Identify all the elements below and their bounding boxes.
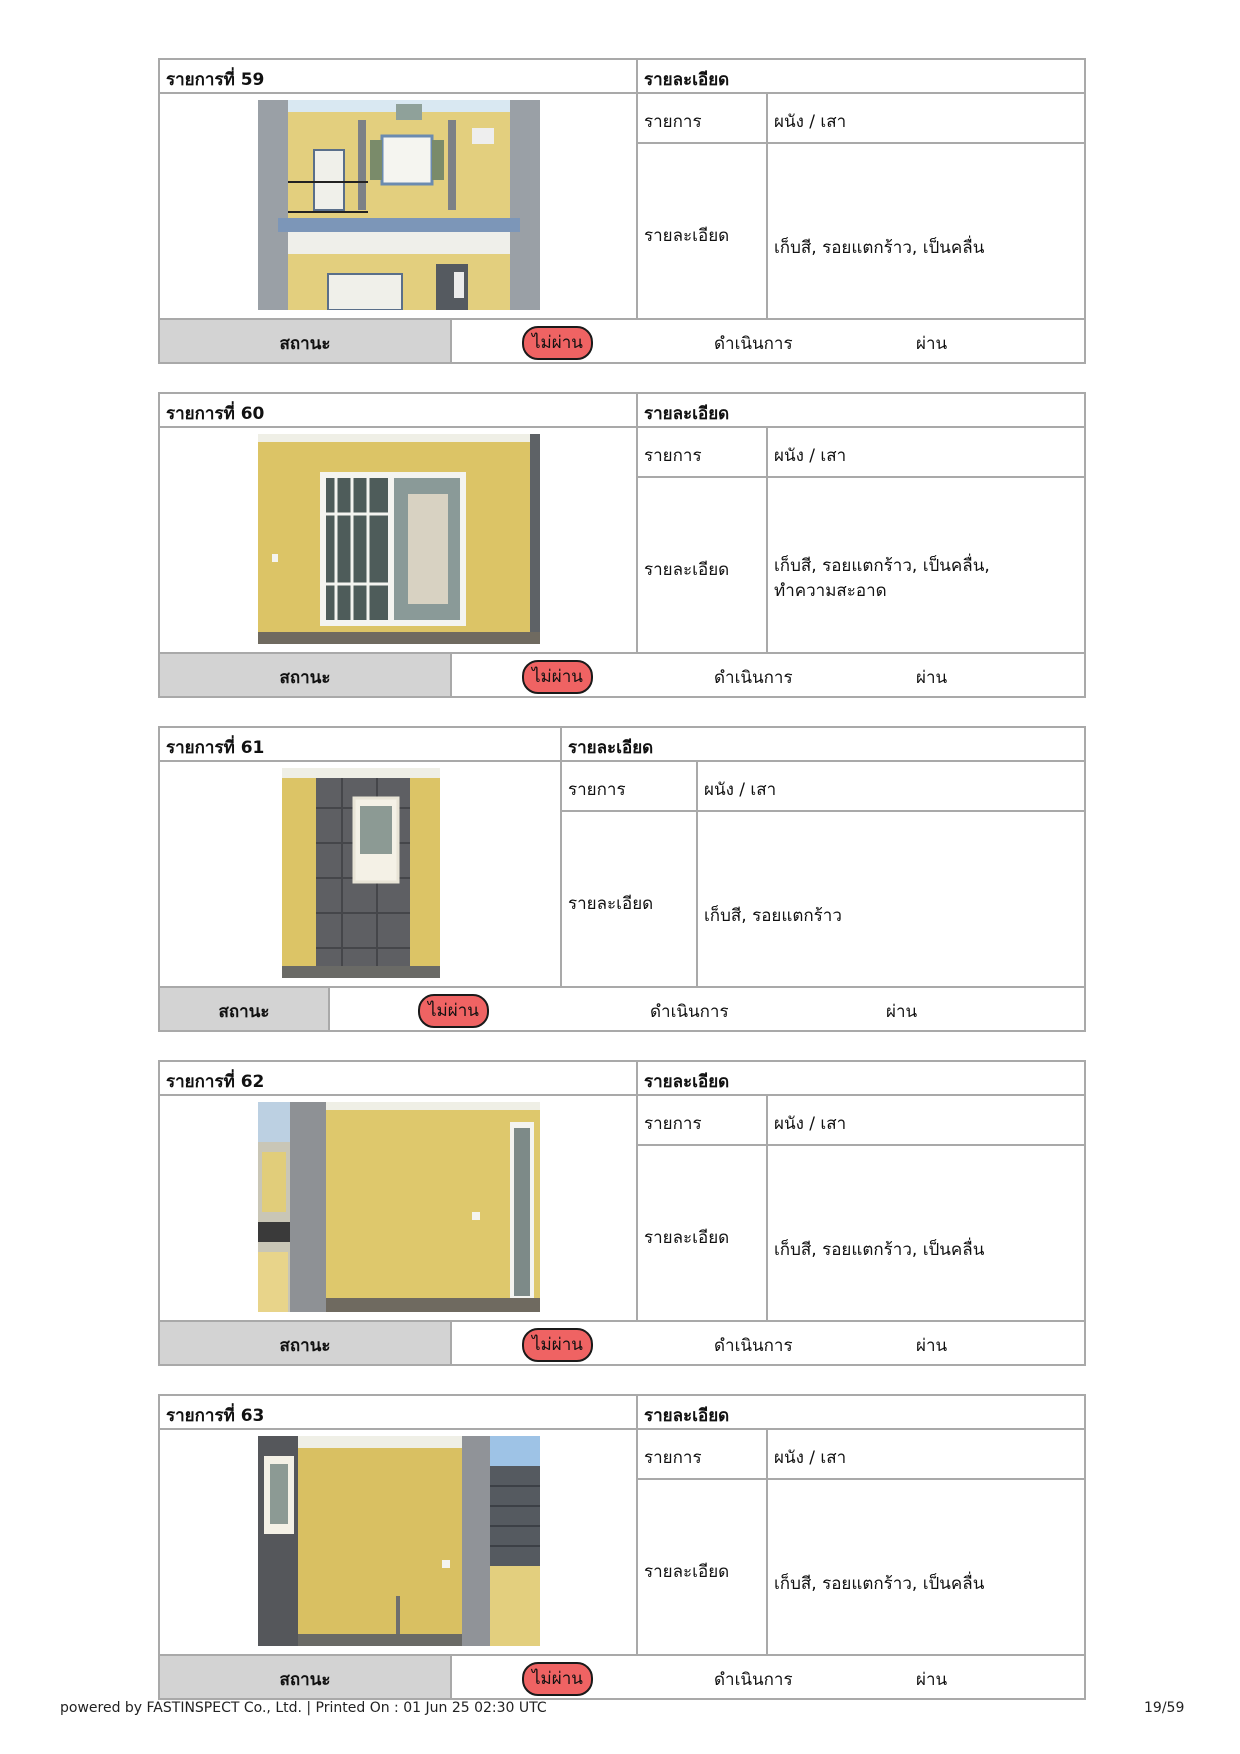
item-key: รายการ bbox=[644, 1114, 702, 1134]
detail-header-cell bbox=[638, 1396, 1084, 1430]
inspection-photo[interactable] bbox=[258, 100, 540, 310]
item-title: รายการที่ 63 bbox=[166, 1406, 265, 1426]
status-in-progress-option[interactable]: ดำเนินการ bbox=[714, 668, 793, 688]
item-key-cell bbox=[638, 1430, 768, 1478]
photo-cell bbox=[160, 94, 638, 318]
detail-value: เก็บสี, รอยแตกร้าว, เป็นคลื่น bbox=[774, 238, 985, 258]
status-in-progress-option[interactable]: ดำเนินการ bbox=[714, 1336, 793, 1356]
item-title: รายการที่ 60 bbox=[166, 404, 265, 424]
item-key: รายการ bbox=[644, 112, 702, 132]
item-key-cell bbox=[562, 762, 698, 810]
item-row bbox=[562, 762, 1084, 812]
item-row bbox=[638, 1430, 1084, 1480]
detail-key: รายละเอียด bbox=[644, 1228, 730, 1248]
detail-header: รายละเอียด bbox=[644, 1072, 730, 1092]
status-fail-option[interactable]: ไม่ผ่าน bbox=[522, 326, 593, 360]
status-pass-option[interactable]: ผ่าน bbox=[916, 1336, 948, 1356]
item-key-cell bbox=[638, 1096, 768, 1144]
inspection-item-card bbox=[158, 58, 1086, 364]
status-fail-option[interactable]: ไม่ผ่าน bbox=[418, 994, 489, 1028]
item-key-cell bbox=[638, 428, 768, 476]
item-title: รายการที่ 61 bbox=[166, 738, 265, 758]
inspection-photo[interactable] bbox=[258, 1436, 540, 1646]
status-label: สถานะ bbox=[279, 1670, 331, 1690]
detail-value-cell bbox=[768, 144, 1084, 318]
detail-value: เก็บสี, รอยแตกร้าว bbox=[704, 906, 842, 926]
status-row bbox=[160, 1654, 1084, 1698]
detail-row bbox=[638, 1480, 1084, 1654]
detail-header-cell bbox=[638, 1062, 1084, 1096]
page-number: 19/59 bbox=[1144, 1700, 1185, 1716]
detail-key-cell bbox=[638, 478, 768, 652]
inspection-item-card bbox=[158, 1394, 1086, 1700]
item-key: รายการ bbox=[644, 446, 702, 466]
status-row bbox=[160, 1320, 1084, 1364]
status-label-cell bbox=[160, 988, 330, 1030]
detail-key-cell bbox=[638, 1480, 768, 1654]
item-title-cell bbox=[160, 394, 638, 428]
status-in-progress-option[interactable]: ดำเนินการ bbox=[650, 1002, 729, 1022]
item-row bbox=[638, 94, 1084, 144]
photo-cell bbox=[160, 1430, 638, 1654]
status-label-cell bbox=[160, 320, 452, 362]
detail-key: รายละเอียด bbox=[644, 226, 730, 246]
status-fail-option[interactable]: ไม่ผ่าน bbox=[522, 1662, 593, 1696]
detail-row bbox=[638, 478, 1084, 652]
footer-printed-info: powered by FASTINSPECT Co., Ltd. | Printed On : 01 Jun 25 02:30 UTC bbox=[60, 1700, 547, 1716]
detail-header: รายละเอียด bbox=[644, 404, 730, 424]
status-label: สถานะ bbox=[279, 668, 331, 688]
detail-key-cell bbox=[638, 144, 768, 318]
status-label: สถานะ bbox=[279, 1336, 331, 1356]
photo-cell bbox=[160, 428, 638, 652]
status-label-cell bbox=[160, 1322, 452, 1364]
item-title-cell bbox=[160, 1396, 638, 1430]
item-title: รายการที่ 62 bbox=[166, 1072, 265, 1092]
item-value-cell bbox=[768, 94, 1084, 142]
detail-row bbox=[638, 1146, 1084, 1320]
status-row bbox=[160, 652, 1084, 696]
detail-key: รายละเอียด bbox=[644, 560, 730, 580]
photo-cell bbox=[160, 1096, 638, 1320]
detail-header: รายละเอียด bbox=[568, 738, 654, 758]
detail-value-cell bbox=[768, 1146, 1084, 1320]
status-label-cell bbox=[160, 1656, 452, 1698]
inspection-item-card bbox=[158, 392, 1086, 698]
status-pass-option[interactable]: ผ่าน bbox=[916, 1670, 948, 1690]
item-value: ผนัง / เสา bbox=[704, 780, 777, 800]
detail-header-cell bbox=[638, 60, 1084, 94]
item-value-cell bbox=[768, 428, 1084, 476]
status-label-cell bbox=[160, 654, 452, 696]
item-value-cell bbox=[768, 1096, 1084, 1144]
inspection-item-card bbox=[158, 726, 1086, 1032]
status-in-progress-option[interactable]: ดำเนินการ bbox=[714, 1670, 793, 1690]
item-key: รายการ bbox=[568, 780, 626, 800]
detail-header-cell bbox=[562, 728, 1084, 762]
status-pass-option[interactable]: ผ่าน bbox=[916, 334, 948, 354]
item-value-cell bbox=[698, 762, 1084, 810]
item-value: ผนัง / เสา bbox=[774, 1114, 847, 1134]
detail-header: รายละเอียด bbox=[644, 70, 730, 90]
item-title-cell bbox=[160, 1062, 638, 1096]
detail-header-cell bbox=[638, 394, 1084, 428]
detail-header: รายละเอียด bbox=[644, 1406, 730, 1426]
detail-value-cell bbox=[768, 1480, 1084, 1654]
item-value-cell bbox=[768, 1430, 1084, 1478]
detail-row bbox=[562, 812, 1084, 986]
item-value: ผนัง / เสา bbox=[774, 112, 847, 132]
item-row bbox=[638, 428, 1084, 478]
detail-value-cell bbox=[698, 812, 1084, 986]
status-pass-option[interactable]: ผ่าน bbox=[916, 668, 948, 688]
item-title: รายการที่ 59 bbox=[166, 70, 265, 90]
detail-key: รายละเอียด bbox=[644, 1562, 730, 1582]
detail-value: เก็บสี, รอยแตกร้าว, เป็นคลื่น, ทำความสะอาด bbox=[774, 556, 990, 601]
status-label: สถานะ bbox=[279, 334, 331, 354]
item-title-cell bbox=[160, 728, 562, 762]
detail-key-cell bbox=[638, 1146, 768, 1320]
detail-value-cell bbox=[768, 478, 1084, 652]
item-value: ผนัง / เสา bbox=[774, 1448, 847, 1468]
detail-value: เก็บสี, รอยแตกร้าว, เป็นคลื่น bbox=[774, 1574, 985, 1594]
status-fail-option[interactable]: ไม่ผ่าน bbox=[522, 660, 593, 694]
item-key: รายการ bbox=[644, 1448, 702, 1468]
inspection-photo[interactable] bbox=[258, 434, 540, 644]
inspection-item-card bbox=[158, 1060, 1086, 1366]
status-label: สถานะ bbox=[218, 1002, 270, 1022]
item-value: ผนัง / เสา bbox=[774, 446, 847, 466]
inspection-photo[interactable] bbox=[258, 1102, 540, 1312]
status-row bbox=[160, 986, 1084, 1030]
photo-cell bbox=[160, 762, 562, 986]
inspection-photo[interactable] bbox=[282, 768, 440, 978]
detail-key-cell bbox=[562, 812, 698, 986]
status-fail-option[interactable]: ไม่ผ่าน bbox=[522, 1328, 593, 1362]
status-row bbox=[160, 318, 1084, 362]
item-title-cell bbox=[160, 60, 638, 94]
detail-key: รายละเอียด bbox=[568, 894, 654, 914]
item-key-cell bbox=[638, 94, 768, 142]
status-in-progress-option[interactable]: ดำเนินการ bbox=[714, 334, 793, 354]
detail-row bbox=[638, 144, 1084, 318]
item-row bbox=[638, 1096, 1084, 1146]
status-pass-option[interactable]: ผ่าน bbox=[886, 1002, 918, 1022]
detail-value: เก็บสี, รอยแตกร้าว, เป็นคลื่น bbox=[774, 1240, 985, 1260]
